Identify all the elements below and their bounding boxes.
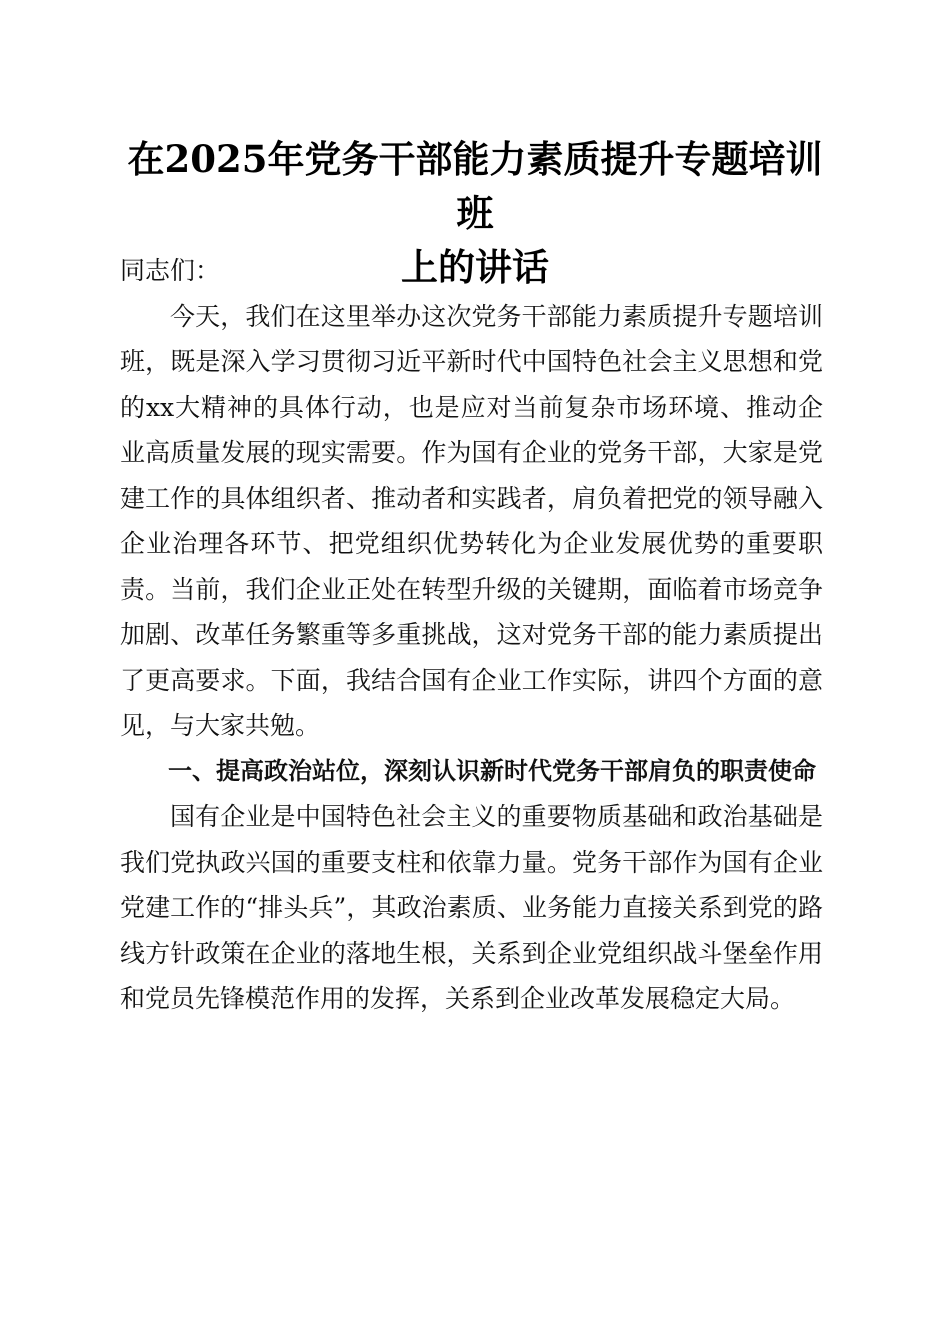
title-line-2: 上的讲话 <box>401 245 549 289</box>
title-line-1: 在2025年党务干部能力素质提升专题培训班 <box>127 137 823 235</box>
section-heading-1: 一、提高政治站位，深刻认识新时代党务干部肩负的职责使命 <box>168 756 816 785</box>
document-body <box>120 248 823 1022</box>
salutation: 同志们： <box>120 256 221 285</box>
section-1-paragraph: 国有企业是中国特色社会主义的重要物质基础和政治基础是我们党执政兴国的重要支柱和依靠力量。党务干部作为国有企业党建工作的“排头兵”，其政治素质、业务能力直接关系到党的路线方针政策在企业的落地生根，关系到企业党组织战斗堡垒作用和党员先锋模范作用的发挥，关系到企业改革发展稳定大局。 <box>120 802 823 1013</box>
opening-paragraph: 今天，我们在这里举办这次党务干部能力素质提升专题培训班，既是深入学习贯彻习近平新时代中国特色社会主义思想和党的xx大精神的具体行动，也是应对当前复杂市场环境、推动企业高质量发展的现实需要。作为国有企业的党务干部，大家是党建工作的具体组织者、推动者和实践者，肩负着把党的领导融入企业治理各环节、把党组织优势转化为企业发展优势的重要职责。当前，我们企业正处在转型升级的关键期，面临着市场竞争加剧、改革任务繁重等多重挑战，这对党务干部的能力素质提出了更高要求。下面，我结合国有企业工作实际，讲四个方面的意见，与大家共勉。 <box>120 301 823 740</box>
